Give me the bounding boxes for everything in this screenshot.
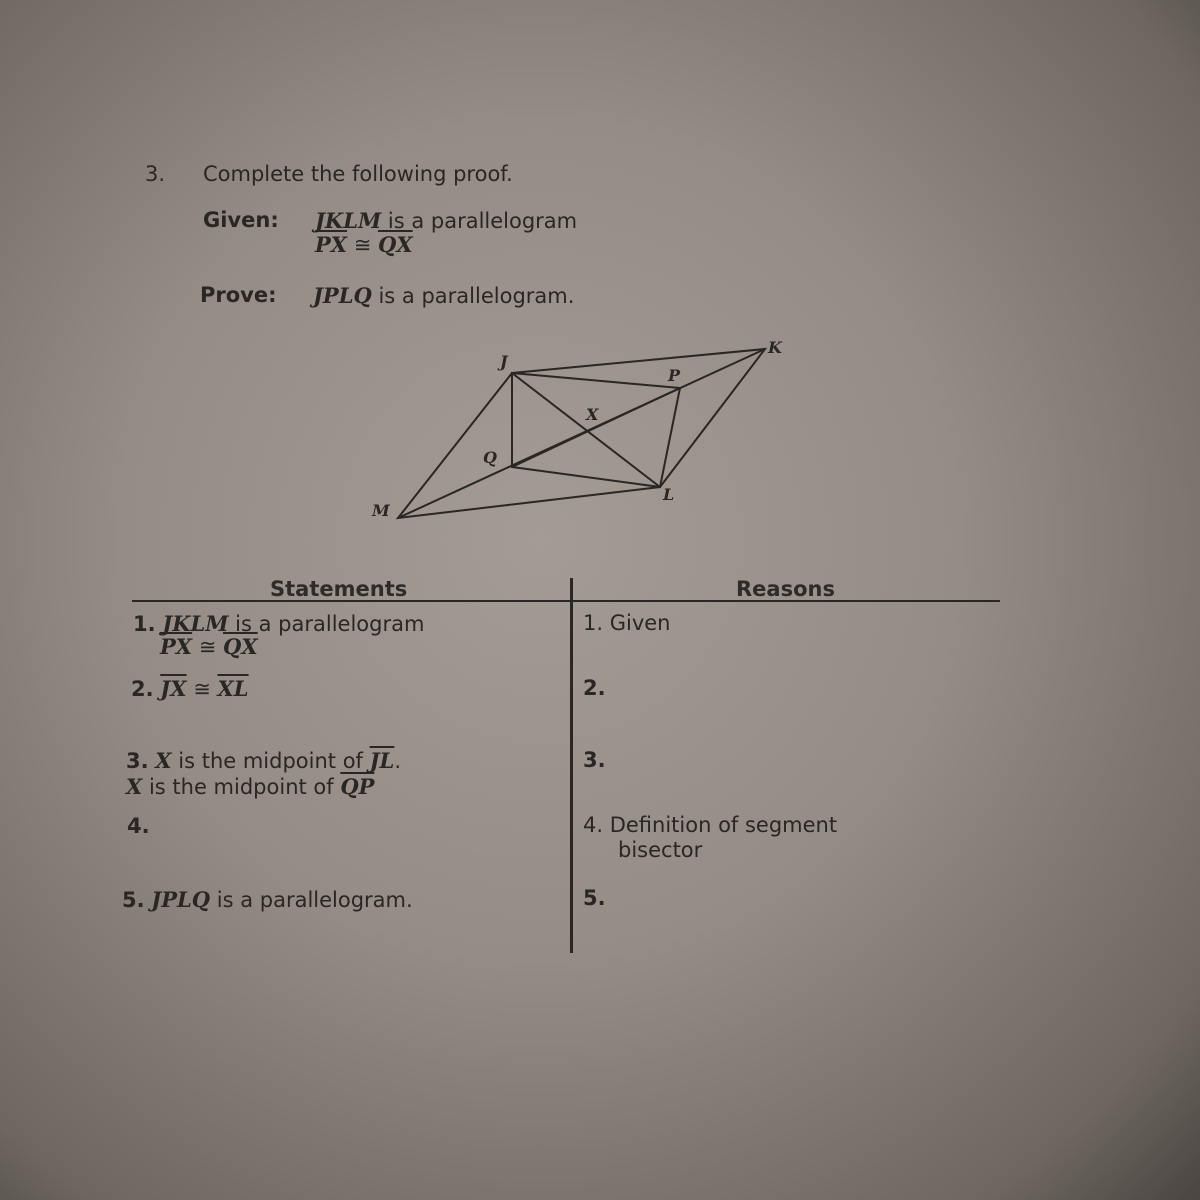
given-label: Given: [203, 208, 279, 232]
label-l: L [663, 485, 675, 504]
label-x: X [586, 405, 599, 424]
given-figure-name: JKLM [315, 208, 382, 233]
statements-header: Statements [270, 577, 408, 601]
statement-1-rest: is a parallelogram [228, 612, 425, 636]
statement-5-figure: JPLQ [151, 887, 211, 912]
given-segment-qx: $\overline{QX}$ [378, 232, 413, 257]
label-j: J [500, 352, 508, 371]
statement-3-number: 3. [126, 749, 149, 773]
statement-3-var-2: X [126, 774, 143, 799]
statement-2-segment-xl: $\overline{XL}$ [217, 676, 249, 701]
statement-5-number: 5. [122, 888, 145, 912]
prove-label: Prove: [200, 283, 277, 307]
statement-2-number: 2. [131, 677, 154, 701]
statement-1-number: 1. [133, 612, 156, 636]
reason-4-line-2: bisector [618, 838, 703, 862]
statement-3-segment-qp: $\overline{QP}$ [340, 774, 375, 799]
given-figure-rest: is a parallelogram [381, 209, 578, 233]
statement-3-period: . [394, 749, 402, 773]
reason-3: 3. [583, 748, 606, 772]
statement-3-text-2: is the midpoint of [142, 775, 341, 799]
statement-1-figure: JKLM [162, 611, 229, 636]
statement-3-line-1 [126, 748, 401, 773]
label-m: M [372, 501, 390, 520]
label-q: Q [483, 448, 497, 467]
diagonal-mk [398, 349, 765, 518]
statement-2-congruent: ≅ [186, 677, 218, 701]
statement-1-congruent: ≅ [192, 635, 224, 659]
reason-1: 1. Given [583, 611, 671, 635]
statement-1-line-1 [133, 611, 424, 636]
prove-figure-name: JPLQ [313, 283, 372, 308]
statement-1-line-2 [160, 634, 258, 659]
reasons-header: Reasons [736, 577, 835, 601]
inner-parallelogram-jplq [512, 373, 680, 487]
statement-1-segment-qx: $\overline{QX}$ [223, 634, 258, 659]
label-p: P [668, 366, 681, 385]
prove-figure-rest: is a parallelogram. [371, 284, 575, 308]
reason-4-line-1: 4. Definition of segment [583, 813, 838, 837]
given-congruent-symbol: ≅ [347, 233, 379, 257]
reason-5: 5. [583, 886, 606, 910]
statement-3-segment-jl: $\overline{JL}$ [369, 748, 395, 773]
statement-5-rest: is a parallelogram. [210, 888, 413, 912]
statement-4-number: 4. [127, 814, 150, 838]
statement-2-segment-jx: $\overline{JX}$ [160, 676, 187, 701]
statement-3-line-2 [126, 774, 374, 799]
reason-2: 2. [583, 676, 606, 700]
table-column-divider [570, 578, 573, 953]
statement-3-var-1: X [155, 748, 172, 773]
statement-3-text-1: is the midpoint of [171, 749, 370, 773]
label-k: K [768, 338, 782, 357]
statement-2 [131, 676, 249, 701]
given-segment-px: $\overline{PX}$ [315, 232, 348, 257]
table-header-rule [132, 600, 1000, 602]
statement-5 [122, 887, 413, 912]
problem-number: 3. [145, 162, 166, 186]
statement-1-segment-px: $\overline{PX}$ [160, 634, 193, 659]
instruction-text: Complete the following proof. [203, 162, 513, 186]
